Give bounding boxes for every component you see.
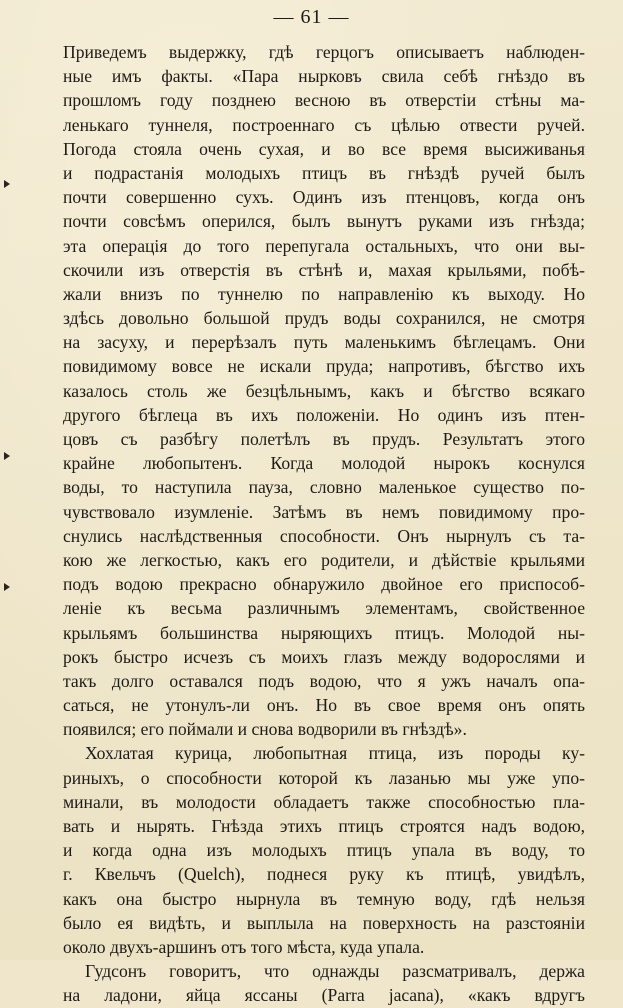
- text-line: другого бѣглеца въ ихъ положеніи. Но одинъ изъ птен-: [63, 404, 585, 425]
- text-line: ленькаго туннеля, построеннаго съ цѣлью отвести ручей.: [63, 114, 585, 135]
- text-line: воды, то наступила пауза, словно маленькое существо по-: [63, 477, 585, 498]
- text-line: минали, въ молодости обладаетъ также способностью пла-: [63, 791, 585, 812]
- text-line: Приведемъ выдержку, гдѣ герцогъ описываетъ наблюден-: [63, 42, 585, 62]
- text-line: и когда одна изъ молодыхъ птицъ упала въ воду, то: [63, 840, 585, 861]
- text-line: почти совершенно сухъ. Одинъ изъ птенцовъ, когда онъ: [63, 187, 585, 208]
- text-line: на ладони, яйца яссаны (Parra jacana), «какъ вдругъ: [63, 985, 585, 1006]
- text-line: крайне любопытенъ. Когда молодой нырокъ коснулся: [63, 453, 585, 474]
- text-line: леніе къ весьма различнымъ элементамъ, свойственное: [63, 598, 585, 619]
- text-line: цовъ съ разбѣгу полетѣлъ въ прудъ. Результатъ этого: [63, 429, 585, 449]
- text-line: подъ водою прекрасно обнаружило двойное его приспособ-: [63, 574, 585, 595]
- text-line: эта операція до того перепугала остальныхъ, что они вы-: [63, 235, 585, 256]
- text-line: Хохлатая курица, любопытная птица, изъ породы ку-: [85, 743, 585, 764]
- margin-mark: [4, 180, 10, 188]
- text-line: скочили изъ отверстія въ стѣнѣ и, махая крыльями, побѣ-: [63, 259, 585, 280]
- text-line: г. Квельчъ (Quelch), поднеся руку къ птицѣ, увидѣлъ,: [63, 864, 585, 885]
- text-line: вать и нырять. Гнѣзда этихъ птицъ строятся надъ водою,: [63, 816, 585, 836]
- text-line: ные имъ факты. «Пара нырковъ свила себѣ гнѣздо въ: [63, 66, 585, 87]
- text-line: здѣсь довольно большой прудъ воды сохранился, не смотря: [63, 308, 585, 329]
- text-line: на засуху, и перерѣзалъ путь маленькимъ бѣглецамъ. Они: [63, 332, 585, 353]
- text-line: риныхъ, о способности которой къ лазанью мы уже упо-: [63, 767, 585, 788]
- text-line: такъ долго оставался подъ водою, что я ужъ началъ опа-: [63, 670, 585, 691]
- margin-mark: [4, 452, 10, 460]
- margin-mark: [4, 583, 10, 591]
- text-line: и подрастанія молодыхъ птицъ въ гнѣздѣ ручей былъ: [63, 162, 585, 183]
- text-line: появился; его поймали и снова водворили въ гнѣздѣ».: [63, 719, 467, 740]
- text-line: снулись наслѣдственныя способности. Онъ нырнулъ съ та-: [63, 525, 585, 546]
- text-line: Гудсонъ говоритъ, что однажды разсматривалъ, держа: [85, 961, 585, 982]
- text-line: рокъ быстро исчезъ съ моихъ глазъ между водорослями и: [63, 646, 585, 667]
- body-text: [63, 40, 585, 1008]
- text-line: кою же легкостью, какъ его родители, и дѣйствіе крыльями: [63, 549, 585, 570]
- text-line: саться, не утонулъ-ли онъ. Но въ свое время онъ опять: [63, 695, 585, 716]
- text-line: крыльямъ большинства ныряющихъ птицъ. Молодой ны-: [63, 622, 585, 643]
- text-line: повидимому вовсе не искали пруда; напротивъ, бѣгство ихъ: [63, 356, 585, 377]
- text-line: было ея видѣть, и выплыла на поверхность на разстояніи: [63, 912, 585, 933]
- text-line: прошломъ году позднею весною въ отверстіи стѣны ма-: [63, 90, 585, 111]
- text-line: какъ она быстро нырнула въ темную воду, гдѣ нельзя: [63, 888, 585, 909]
- text-line: казалось столь же безцѣльнымъ, какъ и бѣгство всякаго: [63, 380, 585, 401]
- text-line: около двухъ-аршинъ отъ того мѣста, куда упала.: [63, 936, 425, 957]
- text-line: чувствовало изумленіе. Затѣмъ въ немъ повидимому про-: [63, 501, 585, 522]
- text-line: жали внизъ по туннелю по направленію къ выходу. Но: [63, 283, 585, 304]
- page-number: — 61 —: [273, 6, 350, 28]
- text-line: Погода стояла очень сухая, и во все время высиживанья: [63, 138, 585, 159]
- text-line: почти совсѣмъ оперился, былъ вынутъ руками изъ гнѣзда;: [63, 211, 585, 232]
